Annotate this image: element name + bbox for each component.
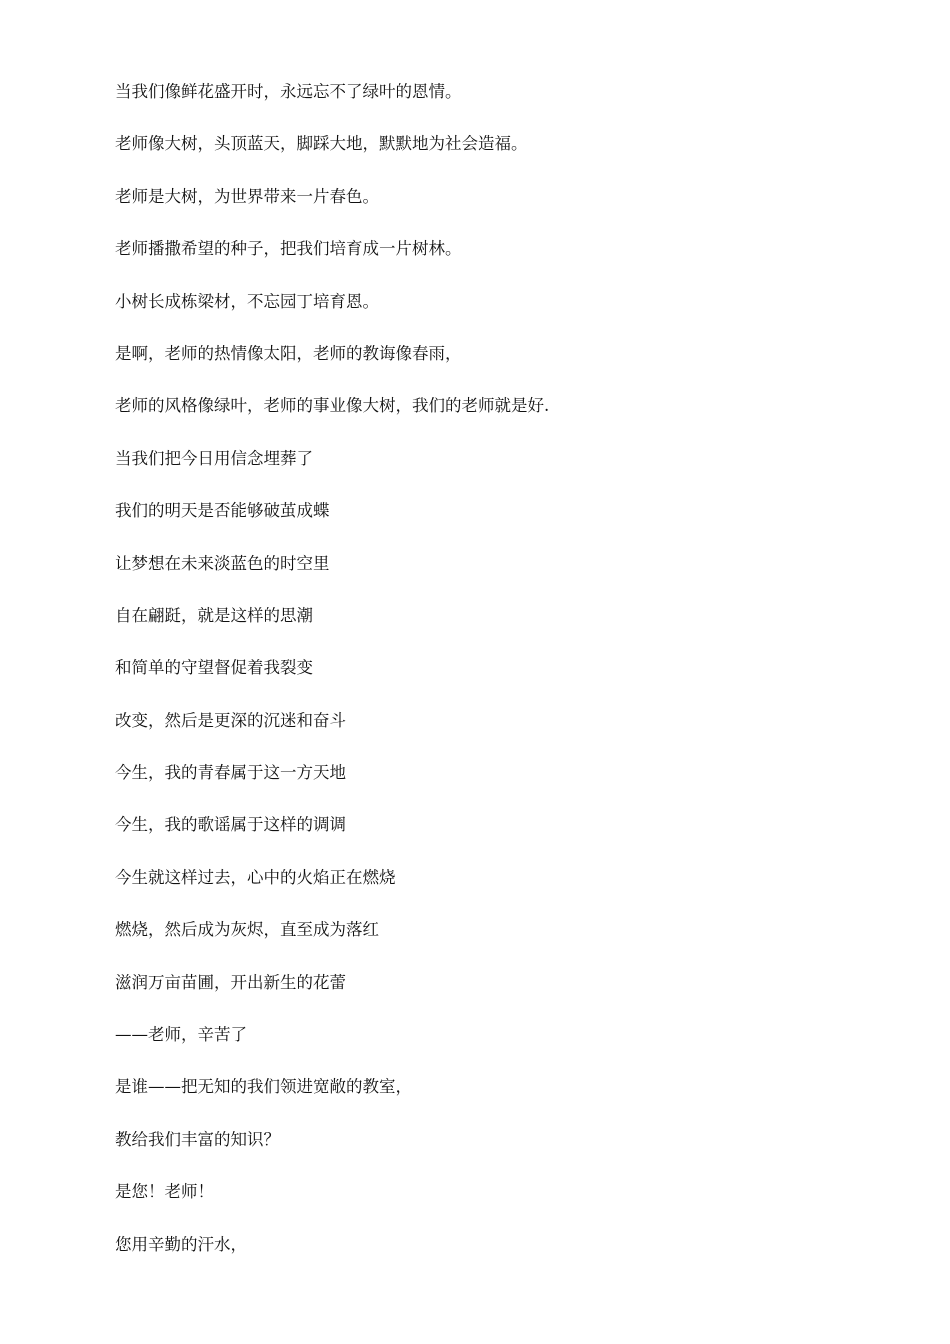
text-line: 老师的风格像绿叶，老师的事业像大树，我们的老师就是好.: [115, 396, 550, 416]
text-line: 自在翩跹，就是这样的思潮: [115, 605, 313, 625]
text-line: 是谁——把无知的我们领进宽敞的教室，: [115, 1077, 412, 1097]
text-line: 今生就这样过去，心中的火焰正在燃烧: [115, 867, 396, 887]
text-line: 您用辛勤的汗水，: [115, 1234, 247, 1254]
text-line: 当我们像鲜花盛开时，永远忘不了绿叶的恩情。: [115, 82, 462, 101]
text-line: 滋润万亩苗圃，开出新生的花蕾: [115, 972, 346, 992]
text-body: [115, 78, 890, 1283]
text-line: 我们的明天是否能够破茧成蝶: [115, 501, 330, 521]
text-line: 是啊，老师的热情像太阳，老师的教诲像春雨，: [115, 343, 462, 363]
text-line: 小树长成栋梁材，不忘园丁培育恩。: [115, 291, 379, 311]
text-line: ——老师，辛苦了: [115, 1025, 247, 1045]
text-line: 老师播撒希望的种子，把我们培育成一片树林。: [115, 239, 462, 259]
text-line: 改变，然后是更深的沉迷和奋斗: [115, 710, 346, 730]
text-line: 今生，我的青春属于这一方天地: [115, 763, 346, 783]
text-line: 教给我们丰富的知识？: [115, 1129, 280, 1149]
text-line: 今生，我的歌谣属于这样的调调: [115, 815, 346, 835]
text-line: 和简单的守望督促着我裂变: [115, 658, 313, 678]
text-line: 让梦想在未来淡蓝色的时空里: [115, 553, 330, 573]
text-line: 燃烧，然后成为灰烬，直至成为落红: [115, 920, 379, 940]
text-line: 老师是大树，为世界带来一片春色。: [115, 186, 379, 206]
text-line: 是您！老师！: [115, 1182, 214, 1202]
text-line: 老师像大树，头顶蓝天，脚踩大地，默默地为社会造福。: [115, 134, 528, 154]
text-line: 当我们把今日用信念埋葬了: [115, 448, 313, 468]
